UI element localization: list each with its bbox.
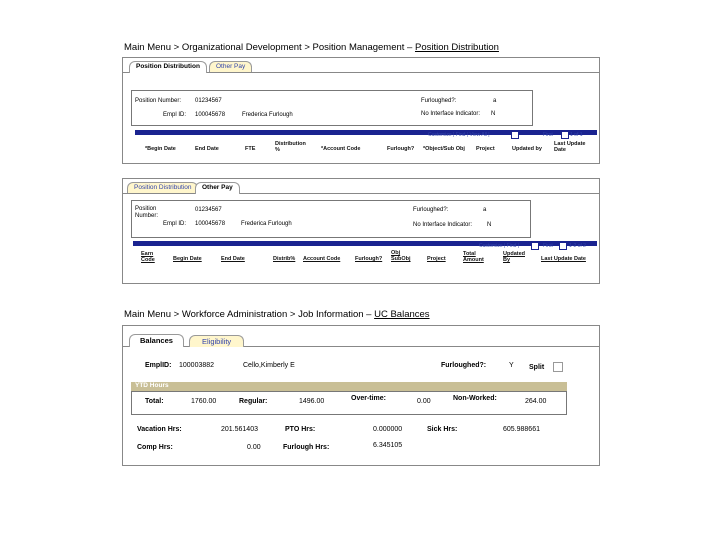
col-last-update-date: Last Update Date [554, 141, 586, 153]
regular-label: Regular: [239, 398, 268, 405]
col-distribution: Distribution % [275, 141, 306, 153]
furloughed-label: Furloughed?: [413, 207, 449, 213]
vacation-hrs-label: Vacation Hrs: [137, 426, 182, 433]
breadcrumb-current[interactable]: UC Balances [374, 309, 430, 320]
sick-hrs-label: Sick Hrs: [427, 426, 458, 433]
col-project: Project [476, 146, 495, 152]
tab-position-distribution[interactable]: Position Distribution [127, 182, 198, 193]
col-distrib[interactable]: Distrib% [273, 256, 296, 262]
employee-name: Cello,Kimberly E [243, 362, 295, 369]
tab-balances[interactable]: Balances [129, 334, 184, 347]
no-interface-label: No Interface Indicator: [421, 111, 481, 117]
vacation-hrs-value: 201.561403 [221, 426, 258, 433]
empl-id-label: Empl ID: [163, 221, 187, 227]
tab-other-pay[interactable]: Other Pay [209, 61, 252, 72]
empl-id-label: Empl ID: [163, 112, 187, 118]
position-number-value: 01234567 [195, 98, 222, 104]
empl-id-label: EmplID: [145, 362, 172, 369]
header-box [131, 90, 533, 126]
uc-balances-panel [122, 325, 600, 466]
furloughed-label: Furloughed?: [421, 98, 457, 104]
pto-hrs-value: 0.000000 [373, 426, 403, 433]
breadcrumb-path: Main Menu > Organizational Development > Position Management – [124, 42, 415, 53]
position-number-label: Position Number: [135, 206, 159, 219]
col-updated-by: Updated by [512, 146, 542, 152]
comp-hrs-value: 0.00 [247, 444, 261, 451]
col-earn-code[interactable]: Earn Code [141, 251, 155, 263]
tab-bar [123, 58, 599, 73]
col-last-update-date[interactable]: Last Update Date [541, 256, 586, 262]
breadcrumb-position-distribution [124, 42, 499, 53]
comp-hrs-label: Comp Hrs: [137, 444, 173, 451]
empl-id-value: 100003882 [179, 362, 215, 369]
grid-tools[interactable]: Customize | Find | [479, 243, 520, 249]
col-obj-subobj[interactable]: Obj SubObj [391, 250, 411, 262]
furlough-hrs-value: 6.345105 [373, 442, 403, 449]
ytd-hours-bar [131, 382, 567, 391]
prev-icon[interactable] [561, 131, 569, 139]
position-number-value: 01234567 [195, 207, 222, 213]
col-account-code: *Account Code [321, 146, 361, 152]
col-fte: FTE [245, 146, 256, 152]
breadcrumb-current[interactable]: Position Distribution [414, 42, 499, 53]
col-furlough[interactable]: Furlough? [355, 256, 383, 262]
tab-eligibility[interactable]: Eligibility [189, 335, 244, 347]
empl-id-value: 100045678 [195, 112, 226, 118]
tab-other-pay[interactable]: Other Pay [195, 182, 240, 194]
col-end-date: End Date [195, 146, 219, 152]
tab-position-distribution[interactable]: Position Distribution [129, 61, 207, 73]
grid-header-bar [133, 241, 597, 246]
overtime-label: Over-time: [351, 395, 387, 402]
col-project[interactable]: Project [427, 256, 446, 262]
download-icon[interactable] [531, 242, 539, 250]
position-distribution-panel [122, 57, 600, 164]
breadcrumb-uc-balances [124, 309, 430, 320]
total-value: 1760.00 [191, 398, 217, 405]
overtime-value: 0.00 [417, 398, 431, 405]
download-icon[interactable] [511, 131, 519, 139]
grid-tools[interactable]: Customize | Find | View All | [428, 132, 490, 138]
col-account-code[interactable]: Account Code [303, 256, 341, 262]
tab-bar [123, 326, 599, 347]
grid-first[interactable]: First [543, 243, 553, 249]
furlough-hrs-label: Furlough Hrs: [283, 444, 330, 451]
no-interface-label: No Interface Indicator: [413, 222, 473, 228]
furloughed-value: a [493, 98, 497, 104]
col-begin-date[interactable]: Begin Date [173, 256, 202, 262]
regular-value: 1496.00 [299, 398, 325, 405]
sick-hrs-value: 605.988661 [503, 426, 540, 433]
split-label: Split [529, 364, 545, 371]
nonworked-value: 264.00 [525, 398, 547, 405]
empl-id-value: 100045678 [195, 221, 226, 227]
header-box [131, 200, 531, 238]
employee-name: Frederica Furlough [242, 112, 293, 118]
grid-count: 1 of 1 [570, 132, 583, 138]
ytd-hours-title: YTD Hours [135, 382, 169, 389]
prev-icon[interactable] [559, 242, 567, 250]
split-checkbox[interactable] [553, 362, 563, 372]
grid-header-bar [135, 130, 597, 135]
furloughed-value: a [483, 207, 487, 213]
position-number-label: Position Number: [135, 98, 182, 104]
col-begin-date: *Begin Date [145, 146, 176, 152]
nonworked-label: Non-Worked: [453, 395, 497, 402]
col-furlough: Furlough? [387, 146, 415, 152]
total-label: Total: [145, 398, 164, 405]
furloughed-value: Y [509, 362, 514, 369]
tab-bar [123, 179, 599, 194]
other-pay-panel [122, 178, 600, 284]
col-object-subobj: *Object/Sub Obj [423, 146, 465, 152]
grid-count: 1-2 of 2 [569, 243, 586, 249]
grid-first[interactable]: First [543, 132, 553, 138]
col-updated-by[interactable]: Updated By [503, 251, 525, 263]
no-interface-value: N [491, 111, 496, 117]
no-interface-value: N [487, 222, 492, 228]
col-end-date[interactable]: End Date [221, 256, 245, 262]
pto-hrs-label: PTO Hrs: [285, 426, 316, 433]
furloughed-label: Furloughed?: [441, 362, 487, 369]
breadcrumb-path: Main Menu > Workforce Administration > Job Information – [124, 309, 375, 320]
col-total-amount[interactable]: Total Amount [463, 251, 484, 263]
employee-name: Frederica Furlough [241, 221, 292, 227]
